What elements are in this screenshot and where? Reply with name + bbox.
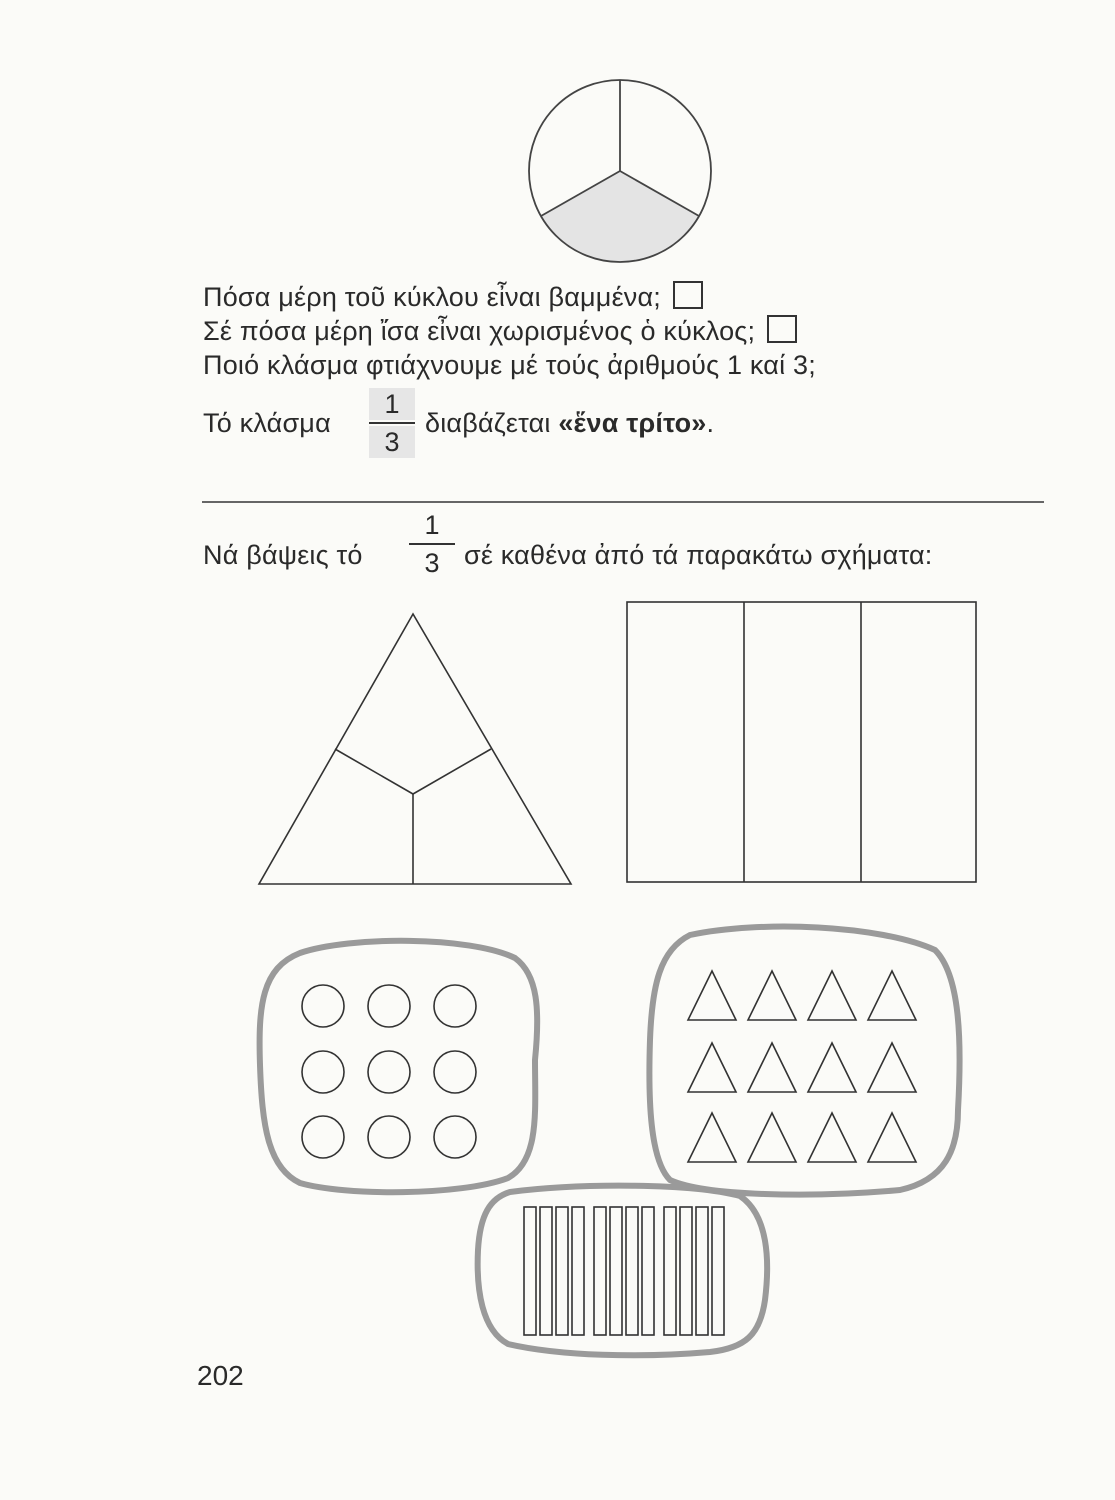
reading-suffix: . — [706, 408, 715, 438]
fraction-bar — [369, 422, 415, 424]
divided-rectangle — [627, 602, 976, 882]
reading-numerator: 1 — [369, 388, 415, 420]
reading-middle: διαβάζεται — [425, 408, 559, 438]
question-fraction: Ποιό κλάσμα φτιάχνουμε μέ τούς ἀριθμούς 1 καί 3; — [203, 350, 816, 380]
question-shaded-parts-text: Πόσα μέρη τοῦ κύκλου εἶναι βαμμένα; — [203, 282, 662, 312]
question-equal-parts-text: Σέ πόσα μέρη ἴσα εἶναι χωρισμένος ὁ κύκλος; — [203, 316, 756, 346]
circles-group-outline — [260, 941, 538, 1192]
circles-group — [260, 941, 538, 1192]
reading-denominator: 3 — [369, 426, 415, 458]
task-numerator: 1 — [424, 510, 440, 540]
bar-items — [524, 1207, 724, 1335]
task-fraction — [409, 509, 455, 579]
reading-bold-phrase: «ἕνα τρίτο» — [558, 408, 707, 438]
task-prefix: Νά βάψεις τό — [203, 540, 363, 570]
fraction-bar — [409, 543, 455, 545]
triangles-group — [649, 927, 959, 1195]
page-number: 202 — [197, 1360, 244, 1391]
task-denominator: 3 — [424, 548, 440, 578]
circle-items — [302, 985, 476, 1158]
reading-fraction — [369, 388, 415, 458]
bars-group — [478, 1186, 768, 1356]
section-divider — [202, 501, 1044, 503]
answer-box-parts[interactable] — [767, 315, 797, 343]
shaded-sector — [541, 171, 699, 262]
reading-prefix: Τό κλάσμα — [203, 408, 331, 438]
answer-box-shaded[interactable] — [673, 281, 703, 309]
question-equal-parts — [203, 315, 797, 347]
divided-triangle — [259, 614, 571, 884]
triangle-items — [688, 971, 916, 1162]
fraction-circle — [529, 80, 711, 262]
question-shaded-parts — [203, 281, 703, 313]
task-suffix: σέ καθένα ἀπό τά παρακάτω σχήματα: — [464, 540, 933, 570]
reading-sentence — [425, 408, 714, 439]
